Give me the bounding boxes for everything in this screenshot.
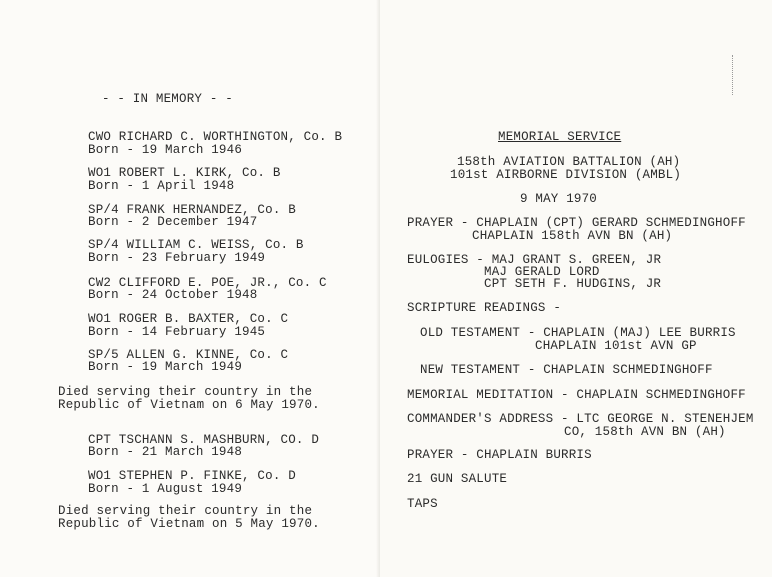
edge-mark [732, 55, 735, 95]
memorial-born: Born - 1 April 1948 [88, 179, 235, 193]
program-item: EULOGIES - MAJ GRANT S. GREEN, JR [407, 253, 662, 267]
program-item: MEMORIAL MEDITATION - CHAPLAIN SCHMEDINGHOFF [407, 388, 746, 402]
program-item: TAPS [407, 497, 438, 511]
memorial-born: Born - 21 March 1948 [88, 445, 243, 459]
program-item: PRAYER - CHAPLAIN BURRIS [407, 448, 592, 462]
service-title: MEMORIAL SERVICE [498, 130, 622, 144]
program-item: CHAPLAIN 158th AVN BN (AH) [472, 229, 673, 243]
died-statement: Died serving their country in the [58, 385, 313, 399]
died-statement: Republic of Vietnam on 6 May 1970. [58, 398, 320, 412]
program-item: SCRIPTURE READINGS - [407, 301, 562, 315]
program-item: CPT SETH F. HUDGINS, JR [484, 277, 662, 291]
memorial-born: Born - 1 August 1949 [88, 482, 243, 496]
unit-line: 158th AVIATION BATTALION (AH) [457, 155, 681, 169]
memorial-name: SP/4 WILLIAM C. WEISS, Co. B [88, 238, 304, 252]
memorial-name: WO1 ROGER B. BAXTER, Co. C [88, 312, 289, 326]
memorial-born: Born - 24 October 1948 [88, 288, 258, 302]
memorial-name: CWO RICHARD C. WORTHINGTON, Co. B [88, 130, 343, 144]
program-item: PRAYER - CHAPLAIN (CPT) GERARD SCHMEDINGHOFF [407, 216, 746, 230]
program-item: CO, 158th AVN BN (AH) [564, 425, 726, 439]
died-statement: Died serving their country in the [58, 504, 313, 518]
memorial-born: Born - 14 February 1945 [88, 325, 266, 339]
memorial-name: CPT TSCHANN S. MASHBURN, CO. D [88, 433, 320, 447]
right-page [380, 0, 772, 577]
program-item: NEW TESTAMENT - CHAPLAIN SCHMEDINGHOFF [420, 363, 713, 377]
memorial-name: SP/4 FRANK HERNANDEZ, Co. B [88, 203, 296, 217]
program-item: 21 GUN SALUTE [407, 472, 508, 486]
service-date: 9 MAY 1970 [520, 192, 598, 206]
memorial-born: Born - 23 February 1949 [88, 251, 266, 265]
program-item: COMMANDER'S ADDRESS - LTC GEORGE N. STENEHJEM [407, 412, 754, 426]
memorial-name: SP/5 ALLEN G. KINNE, Co. C [88, 348, 289, 362]
died-statement: Republic of Vietnam on 5 May 1970. [58, 517, 320, 531]
memorial-name: CW2 CLIFFORD E. POE, JR., Co. C [88, 276, 327, 290]
program-item: MAJ GERALD LORD [484, 265, 600, 279]
memorial-born: Born - 19 March 1949 [88, 360, 243, 374]
program-item: OLD TESTAMENT - CHAPLAIN (MAJ) LEE BURRIS [420, 326, 736, 340]
left-page [0, 0, 380, 577]
memorial-name: WO1 ROBERT L. KIRK, Co. B [88, 166, 281, 180]
unit-line: 101st AIRBORNE DIVISION (AMBL) [450, 168, 682, 182]
in-memory-heading: - - IN MEMORY - - [102, 92, 233, 106]
program-item: CHAPLAIN 101st AVN GP [535, 339, 697, 353]
memorial-name: WO1 STEPHEN P. FINKE, Co. D [88, 469, 296, 483]
memorial-born: Born - 19 March 1946 [88, 143, 243, 157]
memorial-born: Born - 2 December 1947 [88, 215, 258, 229]
